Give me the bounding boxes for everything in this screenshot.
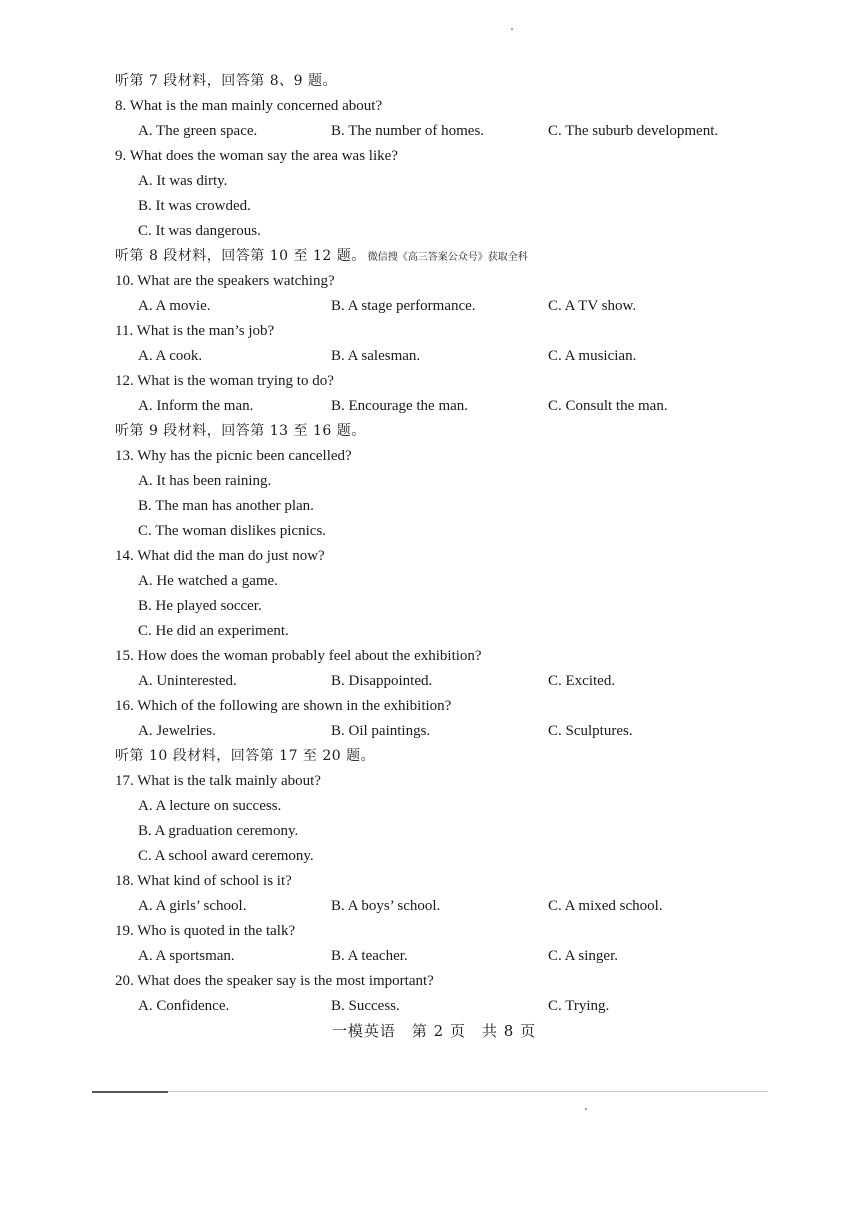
question-20-stem: 20. What does the speaker say is the most important?	[115, 973, 434, 989]
question-18-stem: 18. What kind of school is it?	[115, 873, 292, 889]
option-c: C. The woman dislikes picnics.	[138, 523, 327, 539]
scan-speck	[585, 1108, 587, 1110]
question-12-stem: 12. What is the woman trying to do?	[115, 373, 334, 389]
option-c: C. Sculptures.	[548, 723, 633, 739]
question-20-options	[115, 995, 755, 1020]
option-a: A. A girls’ school.	[138, 898, 247, 914]
question-list	[115, 70, 755, 1020]
option-c: C. It was dangerous.	[138, 223, 261, 239]
option-a: A. A movie.	[138, 298, 211, 314]
option-b: B. The number of homes.	[331, 123, 485, 139]
option-c: C. A school award ceremony.	[138, 848, 314, 864]
option-a: A. Jewelries.	[138, 723, 216, 739]
option-a: A. A lecture on success.	[138, 798, 282, 814]
option-c: C. A musician.	[548, 348, 637, 364]
option-c: C. Consult the man.	[548, 398, 668, 414]
question-15-stem: 15. How does the woman probably feel about the exhibition?	[115, 648, 482, 664]
question-17-stem: 17. What is the talk mainly about?	[115, 773, 321, 789]
option-a: A. The green space.	[138, 123, 258, 139]
option-c: C. A mixed school.	[548, 898, 663, 914]
question-12-options	[115, 395, 755, 420]
option-b: B. A boys’ school.	[331, 898, 441, 914]
option-b: B. Success.	[331, 998, 400, 1014]
question-14-stem: 14. What did the man do just now?	[115, 548, 325, 564]
scan-speck	[511, 28, 513, 30]
question-8-stem: 8. What is the man mainly concerned about?	[115, 98, 383, 114]
question-8-options	[115, 120, 755, 145]
option-b: B. The man has another plan.	[138, 498, 314, 514]
question-15-options	[115, 670, 755, 695]
option-c: C. A TV show.	[548, 298, 637, 314]
option-a: A. He watched a game.	[138, 573, 278, 589]
section-heading-8	[115, 245, 755, 270]
option-a: A. Confidence.	[138, 998, 230, 1014]
option-a: A. Inform the man.	[138, 398, 254, 414]
option-b: B. It was crowded.	[138, 198, 251, 214]
option-c: C. He did an experiment.	[138, 623, 289, 639]
option-c: C. The suburb development.	[548, 123, 719, 139]
option-b: B. He played soccer.	[138, 598, 262, 614]
section-heading-7: 听第 7 段材料，回答第 8、9 题。	[115, 73, 338, 89]
option-b: B. Disappointed.	[331, 673, 433, 689]
option-a: A. A cook.	[138, 348, 203, 364]
divider-accent	[92, 1091, 168, 1093]
option-b: B. Encourage the man.	[331, 398, 469, 414]
option-a: A. It has been raining.	[138, 473, 272, 489]
option-a: A. Uninterested.	[138, 673, 237, 689]
question-10-options	[115, 295, 755, 320]
section-heading-text: 听第 8 段材料，回答第 10 至 12 题。	[115, 248, 366, 264]
option-c: C. A singer.	[548, 948, 619, 964]
question-19-stem: 19. Who is quoted in the talk?	[115, 923, 296, 939]
option-b: B. Oil paintings.	[331, 723, 431, 739]
option-a: A. A sportsman.	[138, 948, 235, 964]
page-footer: 一模英语 第 2 页 共 8 页	[331, 1022, 537, 1040]
option-b: B. A teacher.	[331, 948, 408, 964]
option-c: C. Excited.	[548, 673, 616, 689]
question-10-stem: 10. What are the speakers watching?	[115, 273, 335, 289]
option-b: B. A salesman.	[331, 348, 421, 364]
divider	[92, 1091, 768, 1092]
watermark-note: 微信搜《高三答案公众号》获取全科	[367, 252, 528, 263]
question-16-options	[115, 720, 755, 745]
question-18-options	[115, 895, 755, 920]
question-16-stem: 16. Which of the following are shown in the exhibition?	[115, 698, 452, 714]
question-11-stem: 11. What is the man’s job?	[115, 323, 275, 339]
option-b: B. A graduation ceremony.	[138, 823, 299, 839]
question-9-stem: 9. What does the woman say the area was like?	[115, 148, 398, 164]
question-11-options	[115, 345, 755, 370]
option-a: A. It was dirty.	[138, 173, 228, 189]
section-heading-10: 听第 10 段材料，回答第 17 至 20 题。	[115, 748, 376, 764]
question-13-stem: 13. Why has the picnic been cancelled?	[115, 448, 352, 464]
section-heading-9: 听第 9 段材料，回答第 13 至 16 题。	[115, 423, 366, 439]
question-19-options	[115, 945, 755, 970]
option-c: C. Trying.	[548, 998, 610, 1014]
option-b: B. A stage performance.	[331, 298, 476, 314]
